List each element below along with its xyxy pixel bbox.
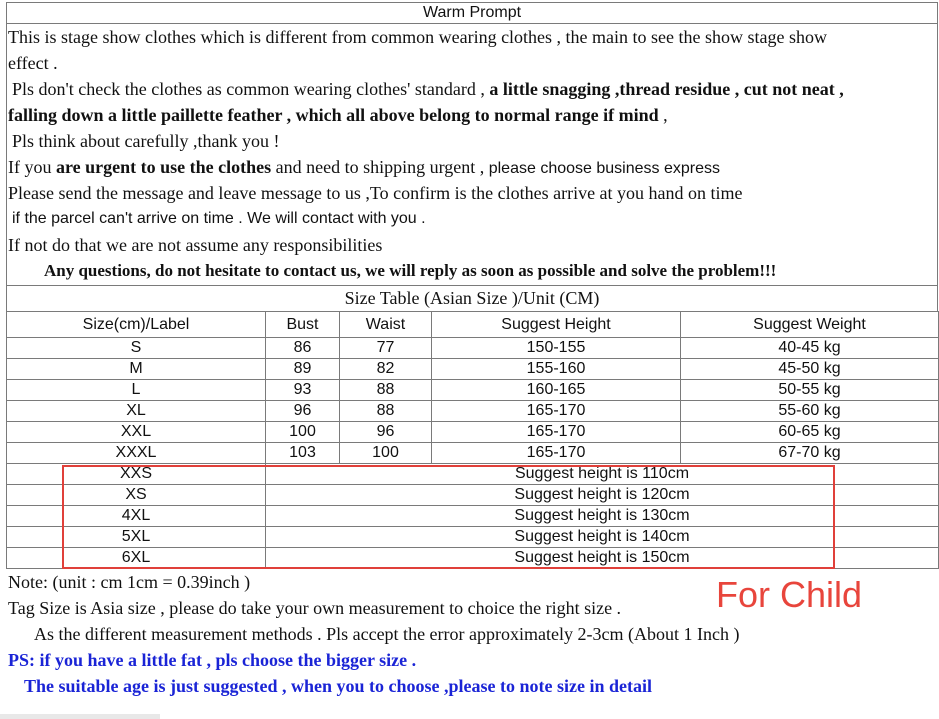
header-cell: Suggest Height	[432, 312, 681, 338]
table-cell: Suggest height is 140cm	[266, 527, 939, 548]
prompt-line-8: if the parcel can't arrive on time . We will contact with you .	[12, 210, 426, 227]
table-cell: 96	[340, 422, 432, 443]
table-cell: 5XL	[7, 527, 266, 548]
size-table-header	[7, 312, 939, 338]
prompt-line-4-normal: ,	[658, 105, 668, 125]
prompt-line-6-bold: are urgent to use the clothes	[56, 157, 272, 177]
note-line: Note: (unit : cm 1cm = 0.39inch )	[8, 572, 251, 592]
table-cell: 6XL	[7, 548, 266, 569]
table-row	[7, 422, 939, 443]
table-cell: 165-170	[432, 443, 681, 464]
table-cell: 4XL	[7, 506, 266, 527]
table-cell: 100	[266, 422, 340, 443]
table-cell: XS	[7, 485, 266, 506]
prompt-line-10: Any questions, do not hesitate to contact us, we will reply as soon as possible and solve the problem!!!	[44, 261, 777, 280]
measurement-error-line: As the different measurement methods . Pls accept the error approximately 2-3cm (About 1 Inch )	[34, 624, 740, 644]
child-table-row	[7, 527, 939, 548]
table-row	[7, 380, 939, 401]
table-row	[7, 401, 939, 422]
table-cell: 45-50 kg	[681, 359, 939, 380]
prompt-line-6-c: please choose business express	[484, 160, 720, 177]
table-cell: 88	[340, 401, 432, 422]
prompt-line-6	[8, 155, 720, 181]
child-table-row	[7, 485, 939, 506]
table-cell: 50-55 kg	[681, 380, 939, 401]
table-row	[7, 338, 939, 359]
table-cell: Suggest height is 110cm	[266, 464, 939, 485]
table-cell: 160-165	[432, 380, 681, 401]
prompt-line-6-b: and need to shipping urgent ,	[271, 157, 485, 177]
header-cell: Size(cm)/Label	[7, 312, 266, 338]
table-cell: 165-170	[432, 401, 681, 422]
prompt-line-3-bold: a little snagging ,thread residue , cut not neat ,	[489, 79, 844, 99]
header-cell: Waist	[340, 312, 432, 338]
table-cell: 67-70 kg	[681, 443, 939, 464]
child-table-row	[7, 464, 939, 485]
table-cell: 93	[266, 380, 340, 401]
table-cell: 100	[340, 443, 432, 464]
table-cell: 82	[340, 359, 432, 380]
prompt-line-4-bold: falling down a little paillette feather , which all above belong to normal range if mind	[8, 105, 659, 125]
table-cell: Suggest height is 120cm	[266, 485, 939, 506]
table-cell: 150-155	[432, 338, 681, 359]
size-table-title: Size Table (Asian Size )/Unit (CM)	[6, 286, 938, 311]
prompt-line-9: If not do that we are not assume any responsibilities	[8, 235, 383, 255]
table-cell: 89	[266, 359, 340, 380]
table-cell: 40-45 kg	[681, 338, 939, 359]
table-cell: M	[7, 359, 266, 380]
table-row	[7, 443, 939, 464]
prompt-line-7: Please send the message and leave message to us ,To confirm is the clothes arrive at you hand on time	[8, 183, 743, 203]
table-cell: 55-60 kg	[681, 401, 939, 422]
bottom-scroll-strip	[0, 714, 160, 719]
child-table-row	[7, 506, 939, 527]
prompt-line-5: Pls think about carefully ,thank you !	[12, 131, 280, 151]
for-child-label: For Child	[716, 574, 863, 615]
size-table	[6, 311, 939, 569]
tag-size-line: Tag Size is Asia size , please do take your own measurement to choice the right size .	[8, 598, 622, 618]
header-cell: Bust	[266, 312, 340, 338]
table-cell: XXL	[7, 422, 266, 443]
prompt-line-6-a: If you	[8, 157, 56, 177]
table-cell: 77	[340, 338, 432, 359]
table-cell: 60-65 kg	[681, 422, 939, 443]
prompt-line-1: This is stage show clothes which is different from common wearing clothes , the main to see the show stage show	[8, 27, 827, 47]
age-note-line: The suitable age is just suggested , when you to choose ,please to note size in detail	[24, 676, 653, 696]
table-cell: S	[7, 338, 266, 359]
prompt-line-3-normal: Pls don't check the clothes as common wearing clothes' standard ,	[12, 79, 490, 99]
table-cell: 96	[266, 401, 340, 422]
table-cell: 88	[340, 380, 432, 401]
warm-prompt-title: Warm Prompt	[6, 2, 938, 24]
child-table-row	[7, 548, 939, 569]
table-cell: Suggest height is 150cm	[266, 548, 939, 569]
prompt-line-2: effect .	[8, 53, 58, 73]
table-cell: L	[7, 380, 266, 401]
prompt-line-3	[12, 77, 844, 101]
prompt-line-4	[8, 103, 668, 127]
table-cell: 155-160	[432, 359, 681, 380]
table-cell: 103	[266, 443, 340, 464]
table-cell: XXXL	[7, 443, 266, 464]
table-cell: 86	[266, 338, 340, 359]
table-row	[7, 359, 939, 380]
header-cell: Suggest Weight	[681, 312, 939, 338]
table-cell: XL	[7, 401, 266, 422]
table-cell: XXS	[7, 464, 266, 485]
table-cell: 165-170	[432, 422, 681, 443]
table-cell: Suggest height is 130cm	[266, 506, 939, 527]
ps-fat-line: PS: if you have a little fat , pls choose the bigger size .	[8, 650, 417, 670]
